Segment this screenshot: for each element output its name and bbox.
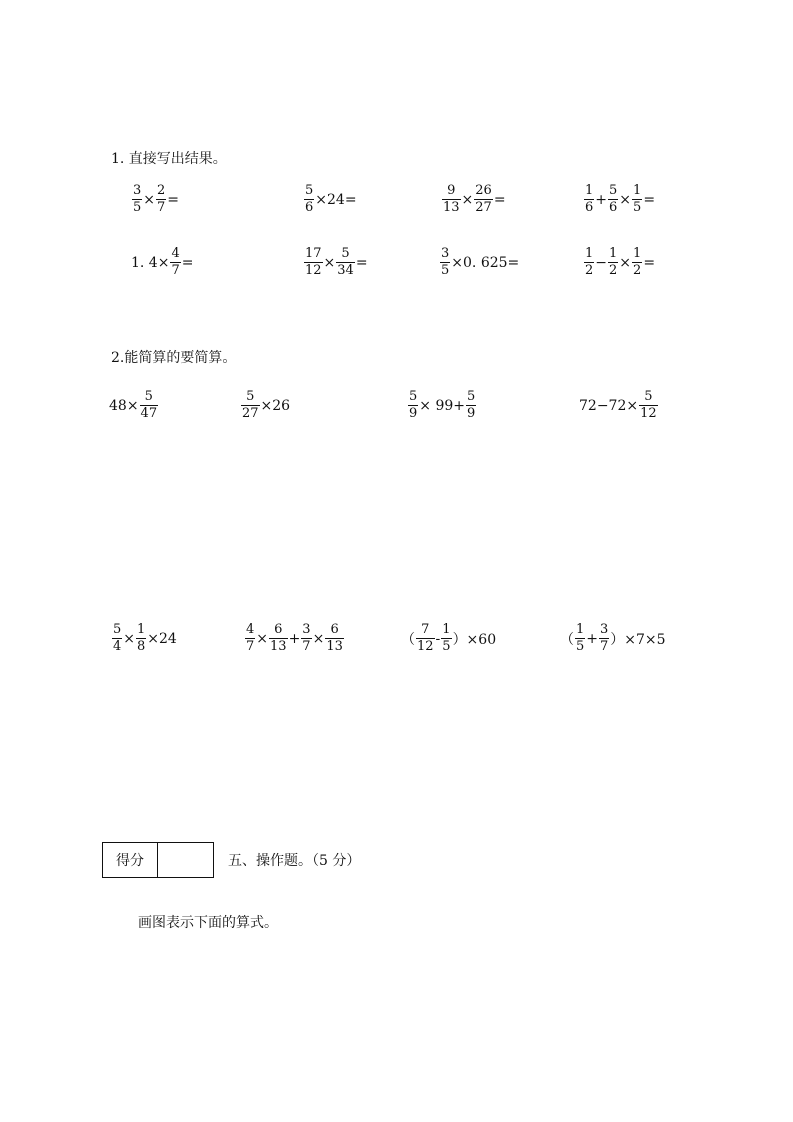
operator-text: 72−72× bbox=[579, 397, 639, 414]
denominator: 2 bbox=[633, 263, 642, 278]
operator-text: ×24= bbox=[315, 191, 357, 208]
denominator: 5 bbox=[442, 639, 451, 654]
s2-expr bbox=[579, 389, 659, 422]
numerator: 5 bbox=[409, 389, 418, 404]
denominator: 27 bbox=[242, 406, 259, 421]
numerator: 4 bbox=[171, 246, 180, 261]
denominator: 6 bbox=[609, 200, 618, 215]
numerator: 7 bbox=[421, 622, 430, 637]
denominator: 5 bbox=[576, 639, 585, 654]
section2-title: 2.能简算的要简算。 bbox=[111, 350, 237, 366]
fraction bbox=[632, 183, 642, 216]
operator-text: + bbox=[288, 630, 301, 647]
fraction bbox=[304, 246, 323, 279]
denominator: 34 bbox=[337, 263, 354, 278]
operator-text: ）×60 bbox=[452, 631, 497, 648]
fraction bbox=[136, 622, 146, 655]
s2-expr bbox=[111, 622, 177, 655]
numerator: 1 bbox=[609, 246, 618, 261]
s1-expr bbox=[583, 246, 655, 279]
operator-text: × 99+ bbox=[419, 397, 466, 414]
denominator: 12 bbox=[305, 263, 322, 278]
s2-expr bbox=[407, 389, 477, 422]
fraction bbox=[269, 622, 288, 655]
operator-text: × bbox=[619, 191, 632, 208]
numerator: 1 bbox=[442, 622, 451, 637]
operator-text: ×24 bbox=[147, 630, 177, 647]
denominator: 7 bbox=[600, 639, 609, 654]
numerator: 5 bbox=[467, 389, 476, 404]
denominator: 2 bbox=[609, 263, 618, 278]
fraction bbox=[112, 622, 122, 655]
fraction bbox=[442, 183, 461, 216]
fraction bbox=[441, 622, 451, 655]
operator-text: = bbox=[493, 191, 506, 208]
fraction bbox=[156, 183, 166, 216]
numerator: 5 bbox=[305, 183, 314, 198]
s2-expr bbox=[240, 389, 290, 422]
operator-text: ）×7×5 bbox=[610, 631, 666, 648]
fraction bbox=[336, 246, 355, 279]
numerator: 4 bbox=[246, 622, 255, 637]
fraction bbox=[245, 622, 255, 655]
denominator: 12 bbox=[640, 406, 657, 421]
operator-text: × bbox=[143, 191, 156, 208]
fraction bbox=[241, 389, 260, 422]
operator-text: = bbox=[355, 254, 368, 271]
operator-text: × bbox=[323, 254, 336, 271]
operator-text: + bbox=[595, 191, 608, 208]
operator-text: × bbox=[123, 630, 136, 647]
fraction bbox=[170, 246, 180, 279]
s1-expr bbox=[583, 183, 655, 216]
denominator: 4 bbox=[113, 639, 122, 654]
fraction bbox=[140, 389, 159, 422]
s1-expr bbox=[131, 183, 179, 216]
operator-text: （ bbox=[401, 631, 415, 648]
fraction bbox=[584, 183, 594, 216]
fraction bbox=[474, 183, 493, 216]
denominator: 9 bbox=[409, 406, 418, 421]
s2-expr bbox=[109, 389, 159, 422]
operator-text: × bbox=[256, 630, 269, 647]
operator-text: - bbox=[435, 630, 441, 647]
denominator: 8 bbox=[137, 639, 146, 654]
numerator: 1 bbox=[633, 246, 642, 261]
s2-expr bbox=[401, 622, 496, 655]
operator-text: = bbox=[643, 254, 656, 271]
numerator: 5 bbox=[144, 389, 153, 404]
score-box bbox=[102, 842, 214, 878]
operator-text: = bbox=[181, 254, 194, 271]
operator-text: = bbox=[167, 191, 180, 208]
fraction bbox=[408, 389, 418, 422]
operator-text: 1. 4× bbox=[131, 254, 170, 271]
fraction bbox=[584, 246, 594, 279]
denominator: 6 bbox=[585, 200, 594, 215]
denominator: 12 bbox=[417, 639, 434, 654]
numerator: 1 bbox=[137, 622, 146, 637]
section1-title: 1. 直接写出结果。 bbox=[111, 151, 227, 167]
denominator: 7 bbox=[302, 639, 311, 654]
fraction bbox=[325, 622, 344, 655]
fraction bbox=[301, 622, 311, 655]
fraction bbox=[416, 622, 435, 655]
fraction bbox=[639, 389, 658, 422]
numerator: 26 bbox=[475, 183, 492, 198]
denominator: 2 bbox=[585, 263, 594, 278]
numerator: 3 bbox=[441, 246, 450, 261]
operator-text: （ bbox=[560, 631, 574, 648]
operator-text: ×0. 625= bbox=[451, 254, 520, 271]
operator-text: ×26 bbox=[260, 397, 291, 414]
numerator: 17 bbox=[305, 246, 322, 261]
numerator: 2 bbox=[157, 183, 166, 198]
denominator: 13 bbox=[270, 639, 287, 654]
section5-title: 五、操作题。（5 分） bbox=[228, 853, 361, 869]
fraction bbox=[599, 622, 609, 655]
numerator: 3 bbox=[133, 183, 142, 198]
s1-expr bbox=[131, 246, 193, 279]
fraction bbox=[632, 246, 642, 279]
score-field[interactable] bbox=[157, 843, 213, 877]
denominator: 13 bbox=[443, 200, 460, 215]
operator-text: = bbox=[643, 191, 656, 208]
numerator: 5 bbox=[246, 389, 255, 404]
fraction bbox=[608, 183, 618, 216]
denominator: 7 bbox=[157, 200, 166, 215]
denominator: 27 bbox=[475, 200, 492, 215]
fraction bbox=[304, 183, 314, 216]
fraction bbox=[440, 246, 450, 279]
fraction bbox=[132, 183, 142, 216]
numerator: 3 bbox=[302, 622, 311, 637]
denominator: 5 bbox=[633, 200, 642, 215]
fraction bbox=[575, 622, 585, 655]
numerator: 5 bbox=[113, 622, 122, 637]
s1-expr bbox=[303, 183, 357, 216]
numerator: 5 bbox=[609, 183, 618, 198]
numerator: 1 bbox=[576, 622, 585, 637]
s2-expr bbox=[244, 622, 345, 655]
s1-expr bbox=[441, 183, 506, 216]
operator-text: − bbox=[595, 254, 608, 271]
s1-expr bbox=[303, 246, 368, 279]
denominator: 13 bbox=[326, 639, 343, 654]
numerator: 5 bbox=[341, 246, 350, 261]
score-label: 得分 bbox=[116, 853, 144, 869]
section5-instruction: 画图表示下面的算式。 bbox=[138, 915, 278, 931]
s2-expr bbox=[560, 622, 666, 655]
operator-text: × bbox=[312, 630, 325, 647]
numerator: 6 bbox=[330, 622, 339, 637]
denominator: 9 bbox=[467, 406, 476, 421]
denominator: 6 bbox=[305, 200, 314, 215]
denominator: 5 bbox=[133, 200, 142, 215]
numerator: 3 bbox=[600, 622, 609, 637]
numerator: 5 bbox=[644, 389, 653, 404]
denominator: 7 bbox=[171, 263, 180, 278]
operator-text: + bbox=[586, 630, 599, 647]
denominator: 47 bbox=[140, 406, 158, 421]
numerator: 1 bbox=[585, 183, 594, 198]
operator-text: 48× bbox=[109, 397, 139, 414]
numerator: 1 bbox=[633, 183, 642, 198]
operator-text: × bbox=[619, 254, 632, 271]
numerator: 1 bbox=[585, 246, 594, 261]
fraction bbox=[608, 246, 618, 279]
denominator: 5 bbox=[441, 263, 450, 278]
denominator: 7 bbox=[246, 639, 255, 654]
s1-expr bbox=[439, 246, 519, 279]
numerator: 9 bbox=[447, 183, 456, 198]
fraction bbox=[466, 389, 476, 422]
operator-text: × bbox=[461, 191, 474, 208]
numerator: 6 bbox=[274, 622, 283, 637]
